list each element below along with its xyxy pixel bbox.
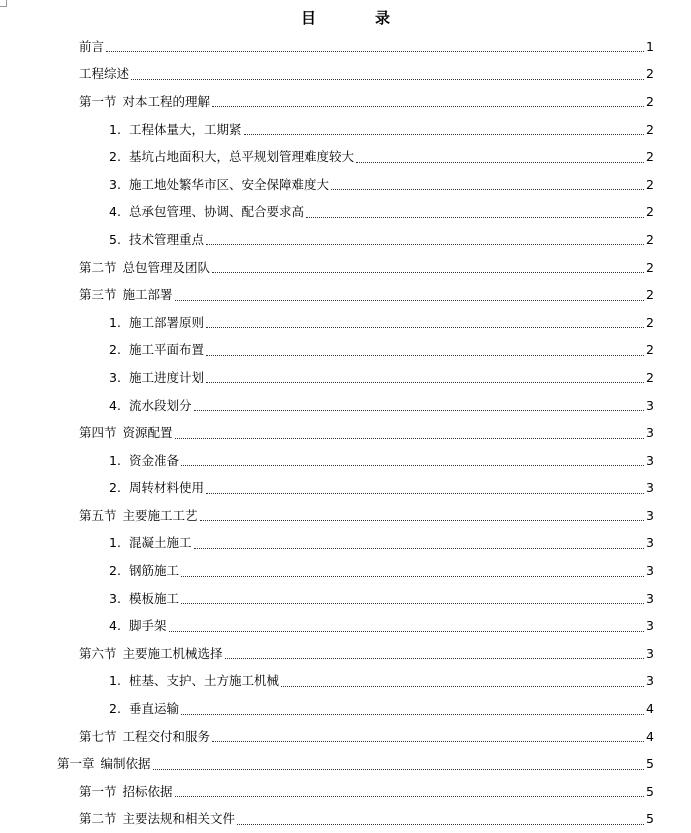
toc-page-number: 2: [646, 149, 654, 165]
toc-entry-text: [79, 508, 198, 524]
toc-dot-leader: [194, 548, 644, 549]
toc-page-number: 2: [646, 121, 654, 137]
toc-entry-label: 工程综述: [79, 66, 130, 82]
toc-entry-label: 流水段划分: [129, 397, 192, 413]
toc-dot-leader: [331, 189, 644, 190]
toc-section-number: 第七节: [79, 728, 117, 744]
toc-item-number: 3.: [109, 369, 121, 385]
toc-entry-text: [109, 673, 279, 689]
toc-entry-label: 主要施工工艺: [122, 507, 198, 523]
toc-section-number: 第一节: [79, 783, 117, 799]
toc-entry[interactable]: [0, 419, 691, 447]
toc-entry-text: [109, 122, 242, 138]
toc-item-number: 3.: [109, 590, 121, 606]
toc-entry-text: [109, 453, 179, 469]
toc-page-number: 3: [646, 563, 654, 579]
toc-entry[interactable]: [0, 171, 691, 199]
toc-item-number: 1.: [109, 673, 121, 689]
toc-item-number: 1.: [109, 452, 121, 468]
toc-entry-label: 施工进度计划: [129, 369, 205, 385]
toc-entry-text: [109, 342, 204, 358]
toc-entry-text: [109, 591, 179, 607]
toc-entry-label: 主要施工机械选择: [122, 645, 223, 661]
toc-page-number: 5: [646, 783, 654, 799]
toc-entry-label: 资源配置: [122, 425, 173, 441]
toc-page-number: 2: [646, 231, 654, 247]
toc-entry[interactable]: [0, 309, 691, 337]
toc-dot-leader: [225, 658, 644, 659]
toc-entry-label: 脚手架: [129, 618, 167, 634]
toc-dot-leader: [206, 382, 644, 383]
toc-entry-label: 垂直运输: [129, 701, 180, 717]
toc-dot-leader: [181, 576, 644, 577]
toc-entry-text: [109, 232, 204, 248]
toc-entry[interactable]: [0, 668, 691, 696]
toc-entry[interactable]: [0, 502, 691, 530]
toc-entry[interactable]: [0, 392, 691, 420]
toc-entry-text: [109, 149, 354, 165]
toc-item-number: 3.: [109, 176, 121, 192]
toc-entry-label: 前言: [79, 38, 105, 54]
toc-entry[interactable]: [0, 116, 691, 144]
toc-entry-text: [109, 177, 329, 193]
toc-entry-label: 总包管理及团队: [122, 259, 211, 275]
toc-dot-leader: [244, 134, 644, 135]
toc-page-number: 3: [646, 397, 654, 413]
toc-entry[interactable]: [0, 475, 691, 503]
toc-item-number: 1.: [109, 121, 121, 137]
toc-dot-leader: [206, 355, 644, 356]
toc-page-number: 2: [646, 259, 654, 275]
toc-section-number: 第一章: [57, 756, 95, 772]
toc-item-number: 2.: [109, 563, 121, 579]
toc-entry[interactable]: [0, 226, 691, 254]
toc-entry[interactable]: [0, 750, 691, 778]
toc-entry-text: [79, 811, 235, 827]
toc-entry-label: 对本工程的理解: [122, 93, 211, 109]
toc-entry-text: [79, 729, 210, 745]
toc-entry-text: [109, 480, 204, 496]
toc-entry[interactable]: [0, 88, 691, 116]
toc-entry-text: [79, 646, 223, 662]
toc-page-number: 3: [646, 535, 654, 551]
toc-page-number: 2: [646, 342, 654, 358]
toc-section-number: 第二节: [79, 811, 117, 827]
toc-entry[interactable]: [0, 281, 691, 309]
toc-page-number: 2: [646, 176, 654, 192]
toc-dot-leader: [181, 603, 644, 604]
toc-page-number: 2: [646, 369, 654, 385]
toc-list: [0, 33, 691, 833]
toc-dot-leader: [175, 796, 644, 797]
toc-page-number: 5: [646, 756, 654, 772]
toc-page-number: 3: [646, 507, 654, 523]
toc-entry-label: 工程体量大，工期紧: [129, 121, 242, 137]
toc-entry[interactable]: [0, 585, 691, 613]
toc-page-number: 1: [646, 38, 654, 54]
toc-entry-text: [109, 204, 304, 220]
toc-entry-label: 施工平面布置: [129, 342, 205, 358]
toc-dot-leader: [181, 714, 644, 715]
toc-page-number: 3: [646, 645, 654, 661]
toc-item-number: 1.: [109, 314, 121, 330]
toc-page-number: 5: [646, 811, 654, 827]
toc-entry-label: 资金准备: [129, 452, 180, 468]
toc-entry-label: 施工地处繁华市区、安全保障难度大: [129, 176, 330, 192]
toc-entry-text: [79, 260, 210, 276]
toc-entry-text: [109, 618, 167, 634]
toc-dot-leader: [212, 106, 644, 107]
toc-entry-label: 编制依据: [100, 756, 151, 772]
toc-dot-leader: [212, 741, 644, 742]
toc-entry[interactable]: [0, 364, 691, 392]
toc-dot-leader: [131, 79, 644, 80]
toc-dot-leader: [169, 631, 644, 632]
toc-entry[interactable]: [0, 447, 691, 475]
toc-entry[interactable]: [0, 143, 691, 171]
toc-entry-label: 施工部署: [122, 287, 173, 303]
toc-section-number: 第一节: [79, 93, 117, 109]
toc-entry-text: [79, 287, 173, 303]
toc-item-number: 2.: [109, 701, 121, 717]
toc-entry-label: 桩基、支护、土方施工机械: [129, 673, 280, 689]
toc-item-number: 5.: [109, 231, 121, 247]
toc-entry-label: 钢筋施工: [129, 563, 180, 579]
page-corner-mark: [0, 0, 7, 7]
toc-dot-leader: [181, 465, 644, 466]
toc-dot-leader: [175, 438, 644, 439]
toc-entry[interactable]: [0, 557, 691, 585]
toc-dot-leader: [306, 217, 644, 218]
toc-title: 目 录: [300, 9, 412, 27]
toc-dot-leader: [237, 824, 644, 825]
toc-entry-label: 招标依据: [122, 783, 173, 799]
toc-page-number: 3: [646, 480, 654, 496]
toc-entry[interactable]: [0, 199, 691, 227]
toc-dot-leader: [106, 51, 644, 52]
toc-dot-leader: [206, 493, 644, 494]
toc-entry-text: [109, 370, 204, 386]
toc-entry[interactable]: [0, 61, 691, 89]
toc-dot-leader: [206, 327, 644, 328]
toc-entry[interactable]: [0, 33, 691, 61]
toc-entry-label: 总承包管理、协调、配合要求高: [129, 204, 305, 220]
toc-entry[interactable]: [0, 254, 691, 282]
toc-entry-label: 工程交付和服务: [122, 728, 211, 744]
toc-item-number: 2.: [109, 149, 121, 165]
toc-entry[interactable]: [0, 530, 691, 558]
toc-item-number: 2.: [109, 480, 121, 496]
toc-section-number: 第二节: [79, 259, 117, 275]
toc-page-number: 4: [646, 728, 654, 744]
toc-dot-leader: [200, 520, 644, 521]
toc-entry-text: [79, 66, 129, 82]
toc-entry-text: [79, 39, 104, 55]
toc-dot-leader: [153, 769, 644, 770]
toc-entry[interactable]: [0, 612, 691, 640]
toc-entry-text: [109, 535, 192, 551]
toc-dot-leader: [356, 162, 644, 163]
toc-entry-label: 模板施工: [129, 590, 180, 606]
toc-item-number: 4.: [109, 204, 121, 220]
toc-section-number: 第四节: [79, 425, 117, 441]
toc-entry-label: 混凝土施工: [129, 535, 192, 551]
toc-entry-text: [109, 563, 179, 579]
toc-entry[interactable]: [0, 695, 691, 723]
toc-entry-text: [79, 425, 173, 441]
toc-entry[interactable]: [0, 337, 691, 365]
toc-section-number: 第六节: [79, 645, 117, 661]
toc-page-number: 3: [646, 618, 654, 634]
toc-entry-label: 基坑占地面积大，总平规划管理难度较大: [129, 149, 355, 165]
toc-entry[interactable]: [0, 806, 691, 833]
toc-section-number: 第五节: [79, 507, 117, 523]
toc-item-number: 4.: [109, 397, 121, 413]
toc-entry-text: [109, 315, 204, 331]
toc-page-number: 4: [646, 701, 654, 717]
toc-section-number: 第三节: [79, 287, 117, 303]
toc-entry-label: 技术管理重点: [129, 231, 205, 247]
toc-page-number: 3: [646, 425, 654, 441]
toc-entry-text: [79, 784, 173, 800]
toc-page-number: 3: [646, 452, 654, 468]
toc-dot-leader: [281, 686, 644, 687]
toc-entry-text: [109, 398, 192, 414]
toc-item-number: 4.: [109, 618, 121, 634]
toc-page-number: 2: [646, 66, 654, 82]
toc-entry-text: [109, 701, 179, 717]
toc-page-number: 2: [646, 204, 654, 220]
toc-page-number: 2: [646, 287, 654, 303]
toc-entry-label: 周转材料使用: [129, 480, 205, 496]
toc-entry-label: 主要法规和相关文件: [122, 811, 236, 827]
toc-entry-text: [79, 94, 210, 110]
toc-entry[interactable]: [0, 778, 691, 806]
toc-item-number: 1.: [109, 535, 121, 551]
toc-page-number: 3: [646, 590, 654, 606]
toc-entry-text: [57, 756, 151, 772]
toc-dot-leader: [212, 272, 644, 273]
toc-dot-leader: [194, 410, 644, 411]
toc-page-number: 2: [646, 314, 654, 330]
toc-dot-leader: [175, 300, 644, 301]
toc-entry[interactable]: [0, 640, 691, 668]
toc-page-number: 2: [646, 93, 654, 109]
toc-entry-label: 施工部署原则: [129, 314, 205, 330]
toc-page-number: 3: [646, 673, 654, 689]
toc-entry[interactable]: [0, 723, 691, 751]
toc-item-number: 2.: [109, 342, 121, 358]
toc-dot-leader: [206, 244, 644, 245]
